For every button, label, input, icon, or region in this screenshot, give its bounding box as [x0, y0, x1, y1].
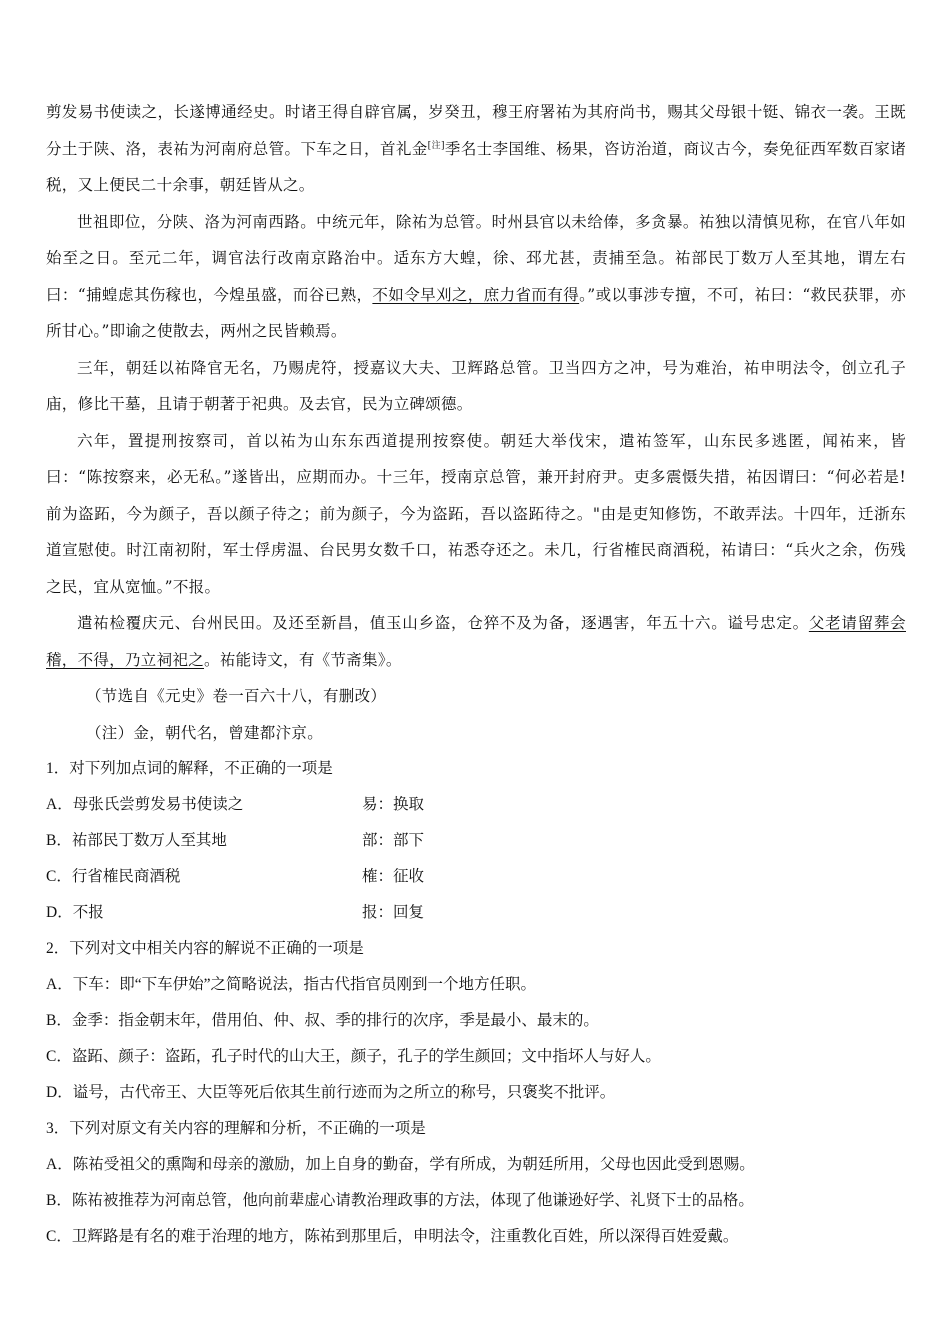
- passage-text: 遣祐检覆庆元、台州民田。及还至新昌，值玉山乡盗，仓猝不及为备，逐遇害，年五十六。谥号忠定。: [77, 614, 809, 632]
- question-3-option-c: C．卫辉路是有名的难于治理的地方，陈祐到那里后，申明法令，注重教化百姓，所以深得百姓爱戴。: [46, 1228, 739, 1245]
- passage-text: 。祐能诗文，有《节斋集》。: [204, 650, 402, 669]
- exam-page: [46, 94, 906, 1255]
- passage-paragraph-1: [46, 94, 906, 204]
- option-text: A．母张氏尝剪发易书使读之: [46, 796, 244, 813]
- passage-paragraph-3: 三年，朝廷以祐降官无名，乃赐虎符，授嘉议大夫、卫辉路总管。卫当四方之冲，号为难治，祐申明法令，创立孔子庙，修比干墓，且请于朝著于祀典。及去官，民为立碑颂德。: [46, 358, 906, 413]
- question-2-option-b: B．金季：指金朝末年，借用伯、仲、叔、季的排行的次序，季是最小、最末的。: [46, 1012, 599, 1029]
- question-1-option-d: [46, 895, 906, 931]
- question-2-option-a: A．下车：即“下车伊始”之简略说法，指古代指官员刚到一个地方任职。: [46, 976, 536, 993]
- passage-text: 季名士李国维、杨果，咨访治道，商议古今，奏免征西军数百家诸税，又上便民二十余事，朝廷皆从之。: [46, 139, 906, 194]
- question-2-option-d: D．谥号，古代帝王、大臣等死后依其生前行迹而为之所立的称号，只褒奖不批评。: [46, 1084, 616, 1101]
- question-3-stem: 3．下列对原文有关内容的理解和分析，不正确的一项是: [46, 1120, 426, 1137]
- option-explanation: 易：换取: [362, 796, 425, 813]
- option-explanation: 报：回复: [362, 904, 425, 921]
- question-1-option-c: [46, 859, 906, 895]
- question-1-stem: 1．对下列加点词的解释，不正确的一项是: [46, 760, 333, 777]
- question-2-stem: 2．下列对文中相关内容的解说不正确的一项是: [46, 940, 364, 957]
- question-3-option-b: B．陈祐被推荐为河南总管，他向前辈虚心请教治理政事的方法，体现了他谦逊好学、礼贤下士的品格。: [46, 1192, 754, 1209]
- underlined-sentence: 父老请留葬会稽，不得，乃立祠祀之: [46, 614, 906, 669]
- option-explanation: 榷：征收: [362, 868, 425, 885]
- passage-paragraph-2: [46, 204, 906, 350]
- passage-text: 世祖即位，分陕、洛为河南西路。中统元年，除祐为总管。时州县官以未给俸，多贪暴。祐独以清慎见称，在官八年如始至之日。至元二年，调官法行改南京路治中。适东方大蝗，徐、邳尤甚，责捕至急。祐部民丁数万人至其地，谓左右曰：“捕蝗虑其伤稼也，今煌虽盛，而谷已熟，: [46, 212, 906, 304]
- footnote-marker: [注]: [427, 140, 445, 151]
- option-text: B．祐部民丁数万人至其地: [46, 832, 227, 849]
- passage-paragraph-5: [46, 605, 906, 678]
- underlined-sentence: 不如令早刈之，庶力省而有得: [372, 285, 580, 304]
- passage-text: 剪发易书使读之，长遂博通经史。时诸王得自辟官属，岁癸丑，穆王府署祐为其府尚书，赐其父母银十铤、锦衣一袭。王既分土于陕、洛，表祐为河南府总管。下车之日，首礼金: [46, 103, 906, 158]
- question-1-option-b: [46, 823, 906, 859]
- option-text: D．不报: [46, 904, 104, 921]
- question-3-option-a: A．陈祐受祖父的熏陶和母亲的激励，加上自身的勤奋，学有所成，为朝廷所用，父母也因此受到恩赐。: [46, 1156, 755, 1173]
- footnote: （注）金，朝代名，曾建都汴京。: [86, 723, 324, 742]
- question-1-option-a: [46, 787, 906, 823]
- passage-text: 。”或以事涉专擅，不可，祐曰：“救民获罪，亦所甘心。”即谕之使散去，两州之民皆赖焉。: [46, 285, 907, 340]
- passage-paragraph-4: 六年，置提刑按察司，首以祐为山东东西道提刑按察使。朝廷大举伐宋，遣祐签军，山东民多逃匿，闻祐来，皆曰：“陈按察来，必无私。”遂皆出，应期而办。十三年，授南京总管，兼开封府尹。吏多震慑失措，祐因谓曰：“何必若是!前为盗跖，今为颜子，吾以颜子待之；前为颜子，今为盗跖，吾以盗跖待之。"由是吏知修饬，不敢弄法。十四年，迁浙东道宣慰使。时江南初附，军士俘虏温、台民男女数千口，祐悉夺还之。未几，行省榷民商酒税，祐请曰：“兵火之余，伤残之民，宜从宽恤。”不报。: [46, 431, 906, 596]
- option-text: C．行省榷民商酒税: [46, 868, 181, 885]
- question-2-option-c: C．盗跖、颜子：盗跖，孔子时代的山大王，颜子，孔子的学生颜回；文中指坏人与好人。: [46, 1048, 661, 1065]
- option-explanation: 部：部下: [362, 832, 425, 849]
- source-citation: （节选自《元史》卷一百六十八，有删改）: [86, 687, 387, 705]
